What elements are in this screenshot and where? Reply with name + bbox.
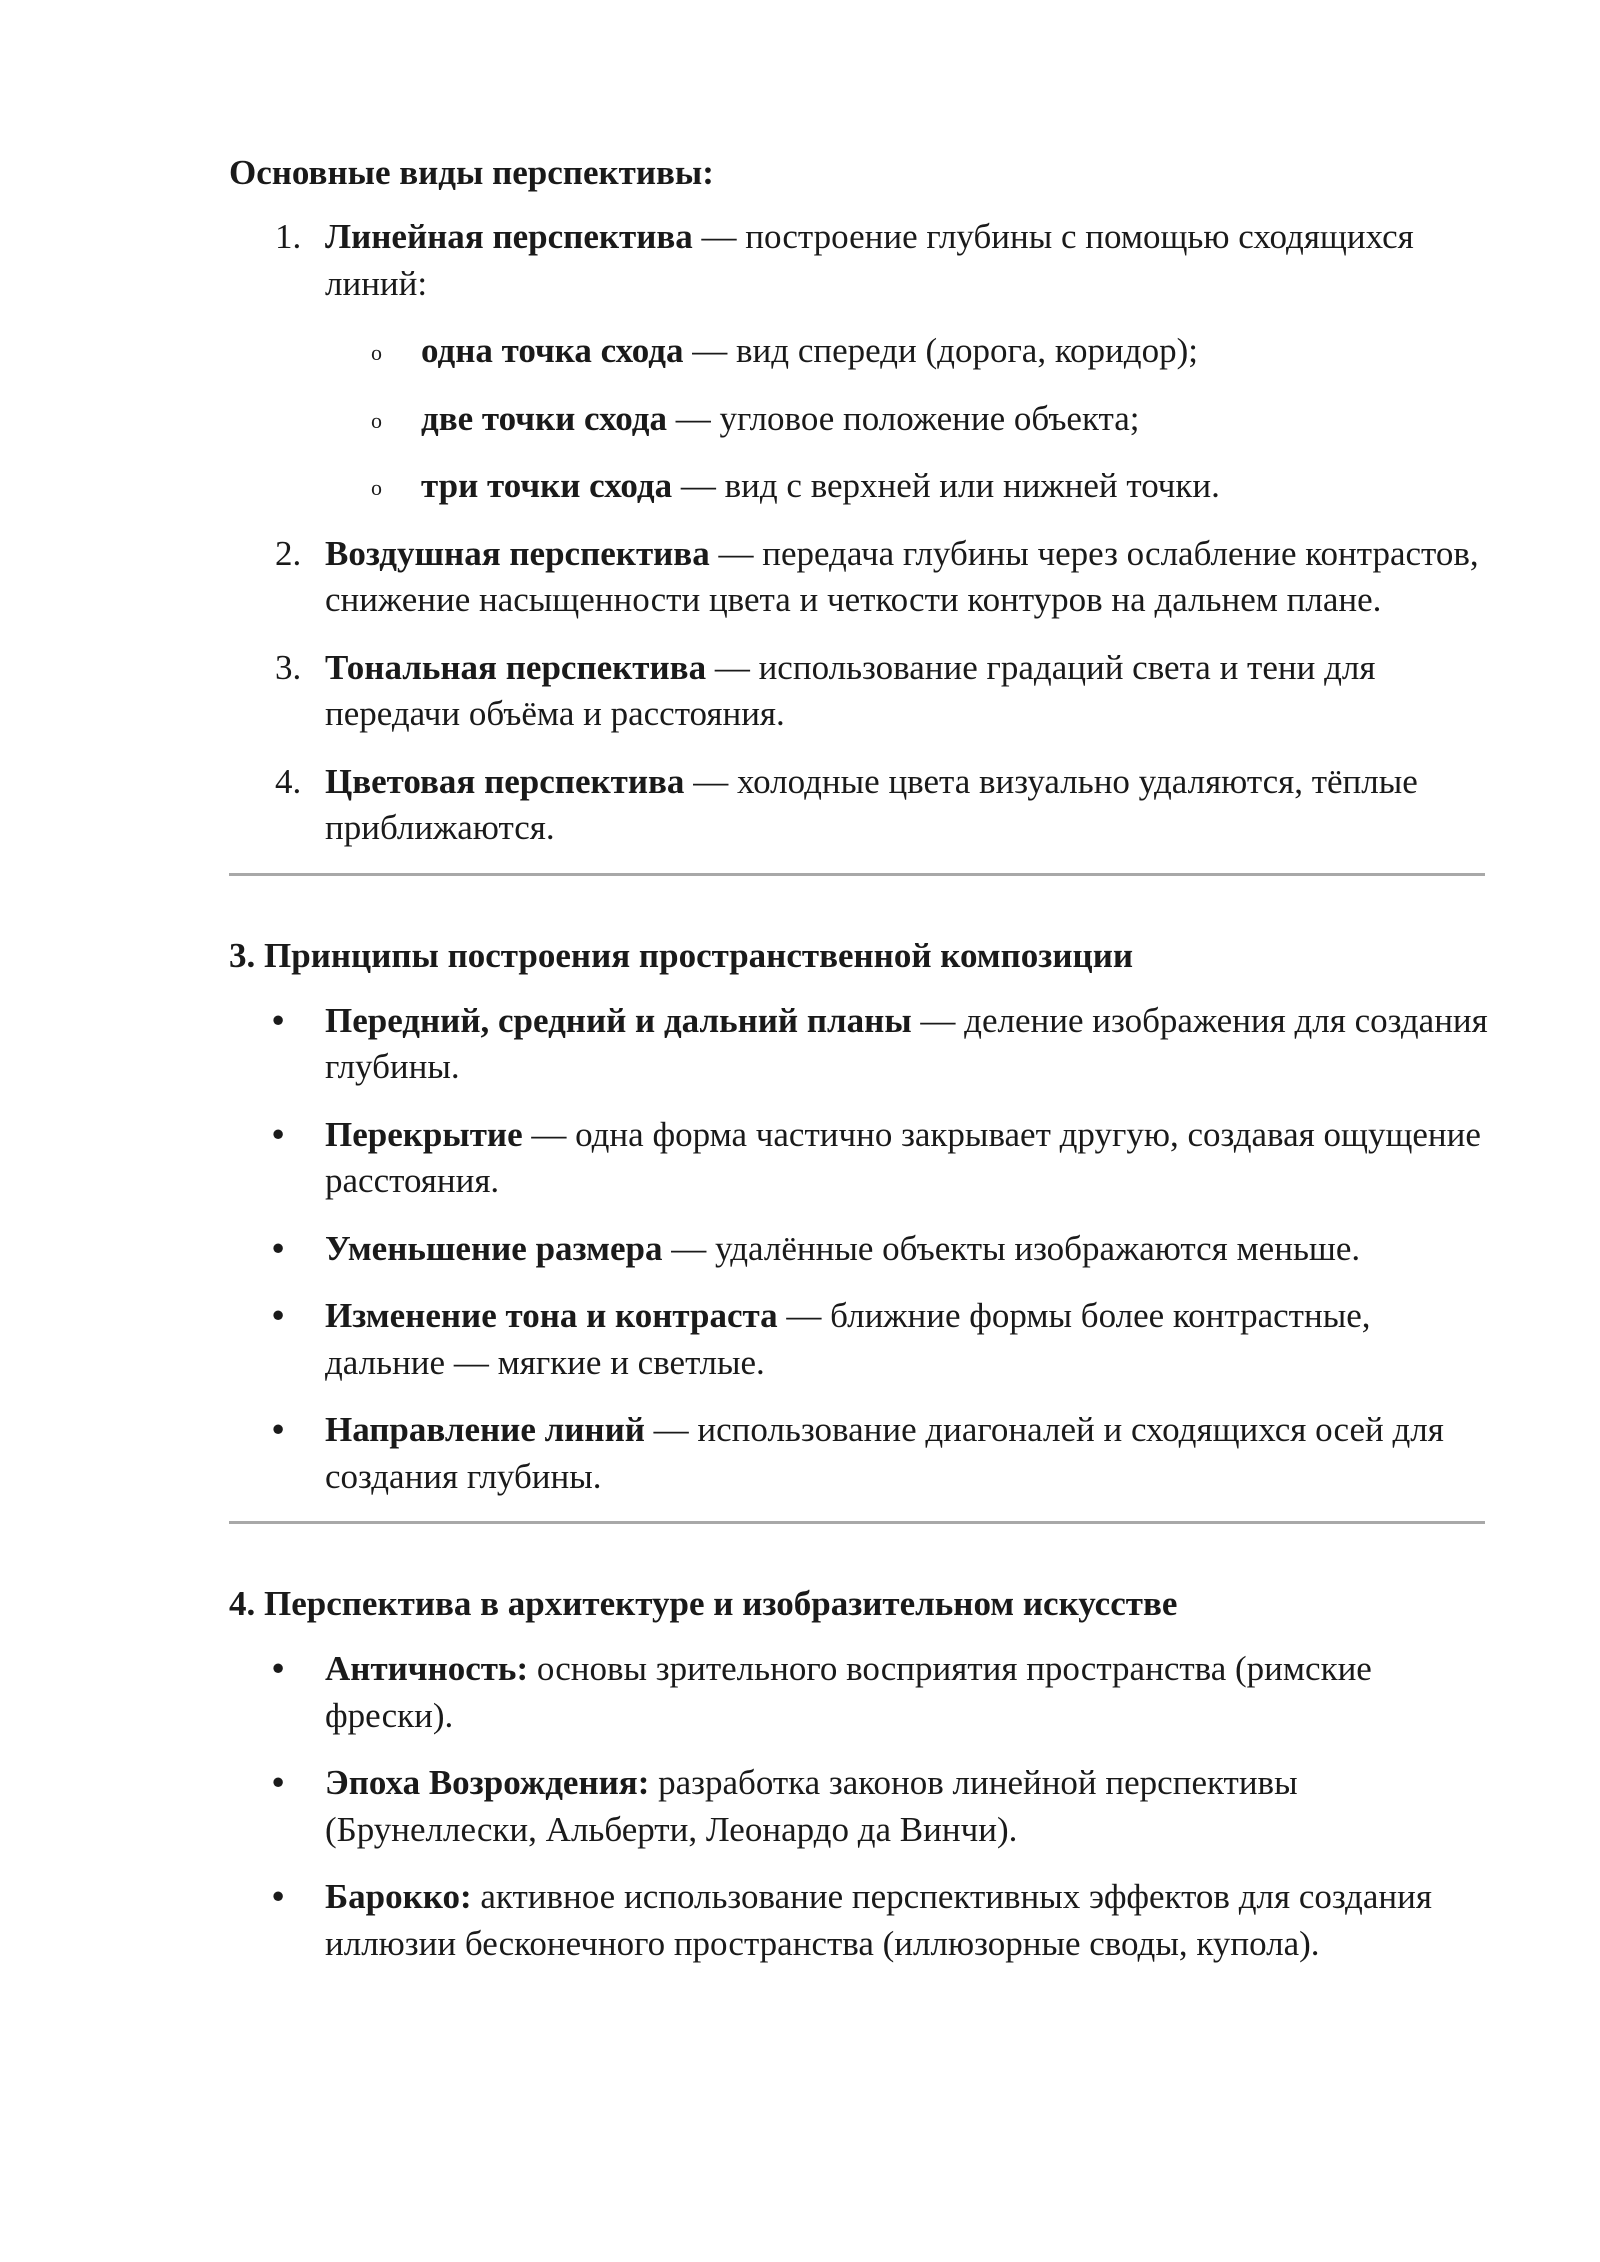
item-text: разработка законов линейной перспективы (Брунеллески, Альберти, Леонардо да Винчи). <box>325 1763 1298 1849</box>
item-number: 4. <box>275 761 302 801</box>
subitem-text: — угловое положение объекта; <box>666 398 1140 438</box>
item-term: Барокко: <box>325 1877 472 1916</box>
item-term: Уменьшение размера <box>325 1228 663 1268</box>
section-heading-perspective-in-art: 4. Перспектива в архитектуре и изобразительном искусстве <box>229 1584 1178 1623</box>
subitem-text: — вид с верхней или нижней точки. <box>672 466 1220 505</box>
sublist-item <box>325 463 1490 510</box>
horizontal-divider <box>229 1521 1485 1524</box>
item-term: Направление линий <box>325 1410 645 1449</box>
list-item <box>229 759 1490 852</box>
list-item <box>229 1112 1490 1205</box>
horizontal-divider <box>229 873 1485 876</box>
vanishing-points-sublist <box>325 328 1490 510</box>
list-item <box>229 1407 1490 1500</box>
item-term: Изменение тона и контраста <box>325 1296 778 1335</box>
item-number: 2. <box>275 533 302 573</box>
section-heading-composition-principles: 3. Принципы построения пространственной композиции <box>229 935 1134 975</box>
circle-bullet-icon: o <box>371 475 382 500</box>
item-text: — удалённые объекты изображаются меньше. <box>662 1228 1361 1268</box>
item-term: Воздушная перспектива <box>325 533 710 573</box>
list-item <box>229 998 1490 1091</box>
item-text: — построение глубины с помощью сходящихся линий: <box>325 217 1414 303</box>
circle-bullet-icon: o <box>371 340 382 365</box>
item-text: — одна форма частично закрывает другую, создавая ощущение расстояния. <box>325 1114 1481 1200</box>
perspective-types-list <box>229 214 1490 852</box>
item-term: Тональная перспектива <box>325 647 707 687</box>
subitem-term: одна точка схода <box>421 331 684 370</box>
list-item <box>229 1646 1490 1739</box>
list-item <box>229 1874 1490 1967</box>
bullet-icon: • <box>272 1410 285 1449</box>
item-term: Эпоха Возрождения: <box>325 1763 650 1802</box>
bullet-icon: • <box>272 1649 285 1688</box>
item-number: 3. <box>275 647 302 687</box>
bullet-icon: • <box>272 1763 285 1802</box>
item-term: Передний, средний и дальний планы <box>325 1000 912 1040</box>
item-term: Цветовая перспектива <box>325 761 685 801</box>
item-text: — использование градаций света и тени для передачи объёма и расстояния. <box>325 647 1376 733</box>
sublist-item <box>325 328 1490 375</box>
subitem-term: три точки схода <box>421 466 673 505</box>
bullet-icon: • <box>272 1296 285 1335</box>
art-history-list <box>229 1646 1490 1967</box>
list-item <box>229 645 1490 738</box>
sublist-item <box>325 396 1490 443</box>
item-text: активное использование перспективных эффектов для создания иллюзии бесконечного пространства (иллюзорные своды, купола). <box>325 1877 1432 1963</box>
item-text: основы зрительного восприятия пространства (римские фрески). <box>325 1649 1372 1735</box>
item-term: Линейная перспектива <box>325 217 693 256</box>
list-item <box>229 214 1490 510</box>
bullet-icon: • <box>272 1228 285 1268</box>
bullet-icon: • <box>272 1877 285 1916</box>
list-item <box>229 531 1490 624</box>
item-text: — ближние формы более контрастные, дальние — мягкие и светлые. <box>325 1296 1371 1382</box>
section-heading-perspective-types: Основные виды перспективы: <box>229 153 714 192</box>
composition-principles-list <box>229 998 1490 1501</box>
list-item <box>229 1760 1490 1853</box>
circle-bullet-icon: o <box>371 407 382 433</box>
item-text: — холодные цвета визуально удаляются, тёплые приближаются. <box>325 761 1418 847</box>
item-text: — передача глубины через ослабление контрастов, снижение насыщенности цвета и четкости контуров на дальнем плане. <box>325 533 1479 619</box>
item-number: 1. <box>275 217 302 256</box>
list-item <box>229 1226 1490 1273</box>
subitem-text: — вид спереди (дорога, коридор); <box>683 331 1198 370</box>
item-term: Перекрытие <box>325 1114 523 1154</box>
item-term: Античность: <box>325 1649 529 1688</box>
item-text: — использование диагоналей и сходящихся осей для создания глубины. <box>325 1410 1444 1496</box>
bullet-icon: • <box>272 1114 285 1154</box>
list-item <box>229 1293 1490 1386</box>
subitem-term: две точки схода <box>421 398 667 438</box>
item-text: — деление изображения для создания глубины. <box>325 1000 1488 1086</box>
bullet-icon: • <box>272 1000 285 1040</box>
